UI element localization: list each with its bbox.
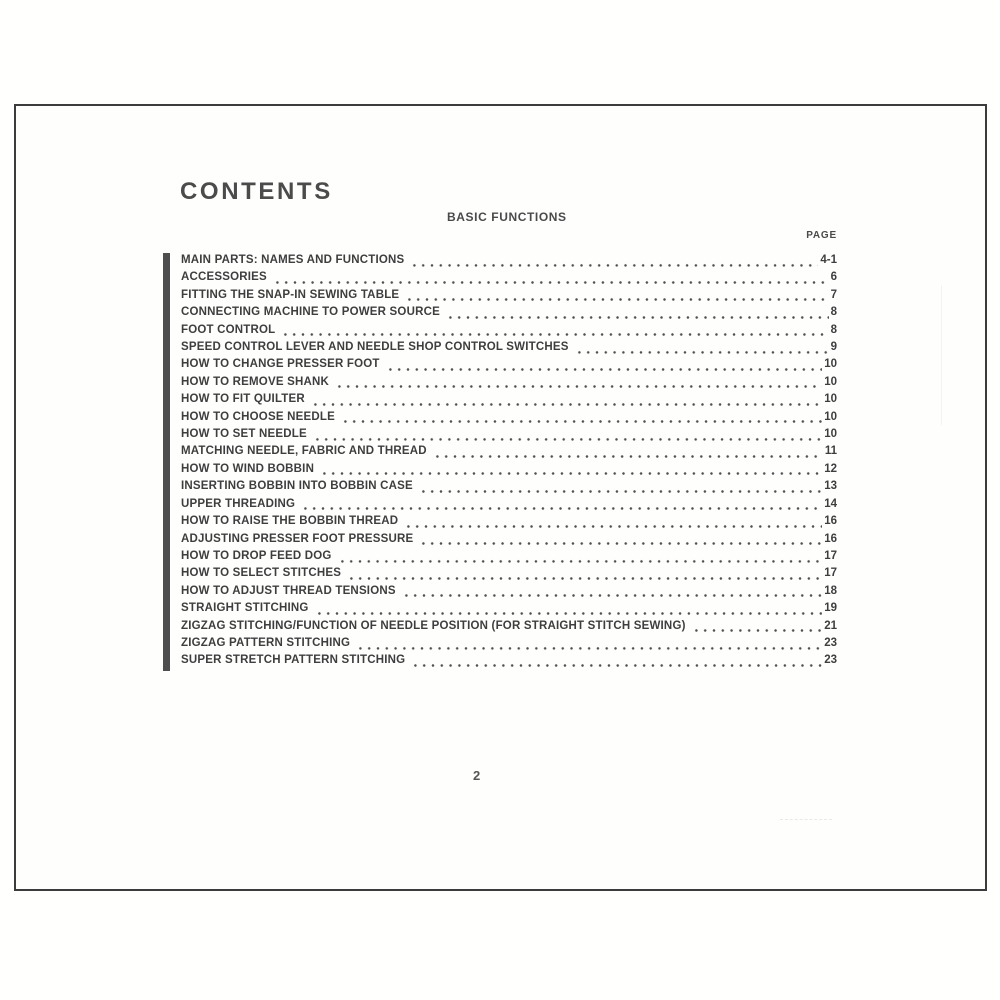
toc-entry-title: INSERTING BOBBIN INTO BOBBIN CASE	[181, 480, 413, 493]
toc-entry-title: SUPER STRETCH PATTERN STITCHING	[181, 654, 406, 667]
toc-dot-leader	[271, 269, 829, 286]
toc-dot-leader	[384, 356, 823, 373]
scan-smudge-artifact	[780, 819, 832, 820]
toc-entry-title: MAIN PARTS: NAMES AND FUNCTIONS	[181, 254, 405, 266]
toc-dot-leader	[309, 391, 822, 408]
toc-entry-title: STRAIGHT STITCHING	[181, 602, 309, 615]
toc-entry	[181, 252, 837, 269]
toc-entry-title: HOW TO CHOOSE NEEDLE	[181, 410, 335, 423]
toc-entry-page: 13	[824, 480, 837, 493]
toc-entry-page: 21	[824, 619, 837, 632]
toc-entry-page: 17	[824, 567, 837, 580]
section-heading: BASIC FUNCTIONS	[447, 210, 567, 224]
toc-entry-title: HOW TO SELECT STITCHES	[181, 567, 342, 580]
toc-entry	[181, 409, 837, 426]
toc-entry	[181, 461, 837, 478]
toc-dot-leader	[444, 304, 829, 321]
toc-entry-page: 16	[824, 532, 837, 545]
toc-dot-leader	[408, 252, 818, 269]
toc-entry-page: 10	[824, 375, 837, 388]
toc-entry	[181, 391, 837, 408]
toc-entry-page: 6	[830, 271, 837, 284]
toc-entry	[181, 304, 837, 321]
table-of-contents	[163, 252, 837, 670]
toc-entry	[181, 583, 837, 600]
toc-dot-leader	[313, 600, 823, 617]
toc-dot-leader	[402, 513, 822, 530]
toc-dot-leader	[299, 496, 822, 513]
toc-entry-title: HOW TO RAISE THE BOBBIN THREAD	[181, 515, 399, 528]
toc-entry	[181, 426, 837, 443]
toc-entry-page: 12	[824, 462, 837, 475]
page-title: CONTENTS	[180, 178, 333, 205]
toc-entry	[181, 356, 837, 373]
toc-entry-title: UPPER THREADING	[181, 497, 296, 510]
toc-dot-leader	[690, 618, 823, 635]
toc-entry	[181, 565, 837, 582]
toc-entry	[181, 635, 837, 652]
toc-entry-title: HOW TO CHANGE PRESSER FOOT	[181, 358, 380, 371]
toc-entry	[181, 652, 837, 669]
toc-entry	[181, 618, 837, 635]
toc-dot-leader	[345, 565, 822, 582]
toc-entry-page: 14	[824, 497, 837, 510]
toc-entry-page: 4-1	[820, 254, 837, 266]
toc-entry-title: HOW TO DROP FEED DOG	[181, 549, 332, 562]
page-column-label: PAGE	[806, 230, 837, 241]
toc-dot-leader	[279, 322, 828, 339]
toc-entry-title: CONNECTING MACHINE TO POWER SOURCE	[181, 306, 440, 319]
toc-entry	[181, 269, 837, 286]
toc-entry	[181, 531, 837, 548]
toc-entry-page: 10	[824, 358, 837, 371]
toc-entry-title: HOW TO REMOVE SHANK	[181, 375, 329, 388]
toc-dot-leader	[409, 652, 822, 669]
toc-entry-page: 10	[824, 393, 837, 406]
toc-entry-title: HOW TO ADJUST THREAD TENSIONS	[181, 584, 396, 597]
toc-entry-page: 9	[830, 341, 837, 354]
toc-entry	[181, 513, 837, 530]
toc-entry-page: 11	[824, 445, 837, 458]
footer-page-number: 2	[473, 768, 481, 783]
toc-entry	[181, 443, 837, 460]
accent-bar	[163, 253, 170, 671]
toc-entry-page: 10	[824, 410, 837, 423]
toc-entry-page: 23	[824, 636, 837, 649]
toc-entry	[181, 600, 837, 617]
toc-entry-title: ZIGZAG STITCHING/FUNCTION OF NEEDLE POSITION (FOR STRAIGHT STITCH SEWING)	[181, 619, 686, 632]
toc-dot-leader	[318, 461, 822, 478]
toc-dot-leader	[403, 287, 828, 304]
toc-entry-title: HOW TO SET NEEDLE	[181, 428, 307, 441]
toc-dot-leader	[333, 374, 822, 391]
toc-dot-leader	[417, 531, 822, 548]
toc-entry-page: 8	[830, 306, 837, 319]
toc-entry-title: ZIGZAG PATTERN STITCHING	[181, 636, 351, 649]
toc-dot-leader	[354, 635, 822, 652]
toc-entry-page: 8	[830, 323, 837, 336]
toc-entry-title: FOOT CONTROL	[181, 323, 276, 336]
toc-entry-page: 10	[824, 428, 837, 441]
toc-entry-title: MATCHING NEEDLE, FABRIC AND THREAD	[181, 445, 427, 458]
toc-entry-title: SPEED CONTROL LEVER AND NEEDLE SHOP CONTROL SWITCHES	[181, 341, 569, 354]
toc-entry-title: FITTING THE SNAP-IN SEWING TABLE	[181, 288, 400, 301]
toc-entry-page: 18	[824, 584, 837, 597]
scan-crease-artifact	[941, 285, 942, 425]
toc-entry	[181, 322, 837, 339]
toc-dot-leader	[339, 409, 822, 426]
toc-entry-page: 17	[824, 549, 837, 562]
toc-entry-title: HOW TO WIND BOBBIN	[181, 462, 315, 475]
toc-dot-leader	[336, 548, 823, 565]
toc-entry-page: 23	[824, 654, 837, 667]
toc-entry	[181, 478, 837, 495]
toc-entry	[181, 287, 837, 304]
toc-entry-page: 7	[830, 288, 837, 301]
toc-dot-leader	[573, 339, 829, 356]
toc-entry	[181, 339, 837, 356]
toc-entry	[181, 496, 837, 513]
toc-entry-title: ADJUSTING PRESSER FOOT PRESSURE	[181, 532, 414, 545]
toc-dot-leader	[311, 426, 822, 443]
toc-entry-title: ACCESSORIES	[181, 271, 267, 284]
toc-dot-leader	[431, 443, 823, 460]
toc-dot-leader	[400, 583, 822, 600]
toc-entry-page: 16	[824, 515, 837, 528]
toc-entry	[181, 548, 837, 565]
toc-rows	[181, 252, 837, 670]
toc-entry-title: HOW TO FIT QUILTER	[181, 393, 305, 406]
toc-entry-page: 19	[824, 602, 837, 615]
toc-entry	[181, 374, 837, 391]
toc-dot-leader	[417, 478, 822, 495]
